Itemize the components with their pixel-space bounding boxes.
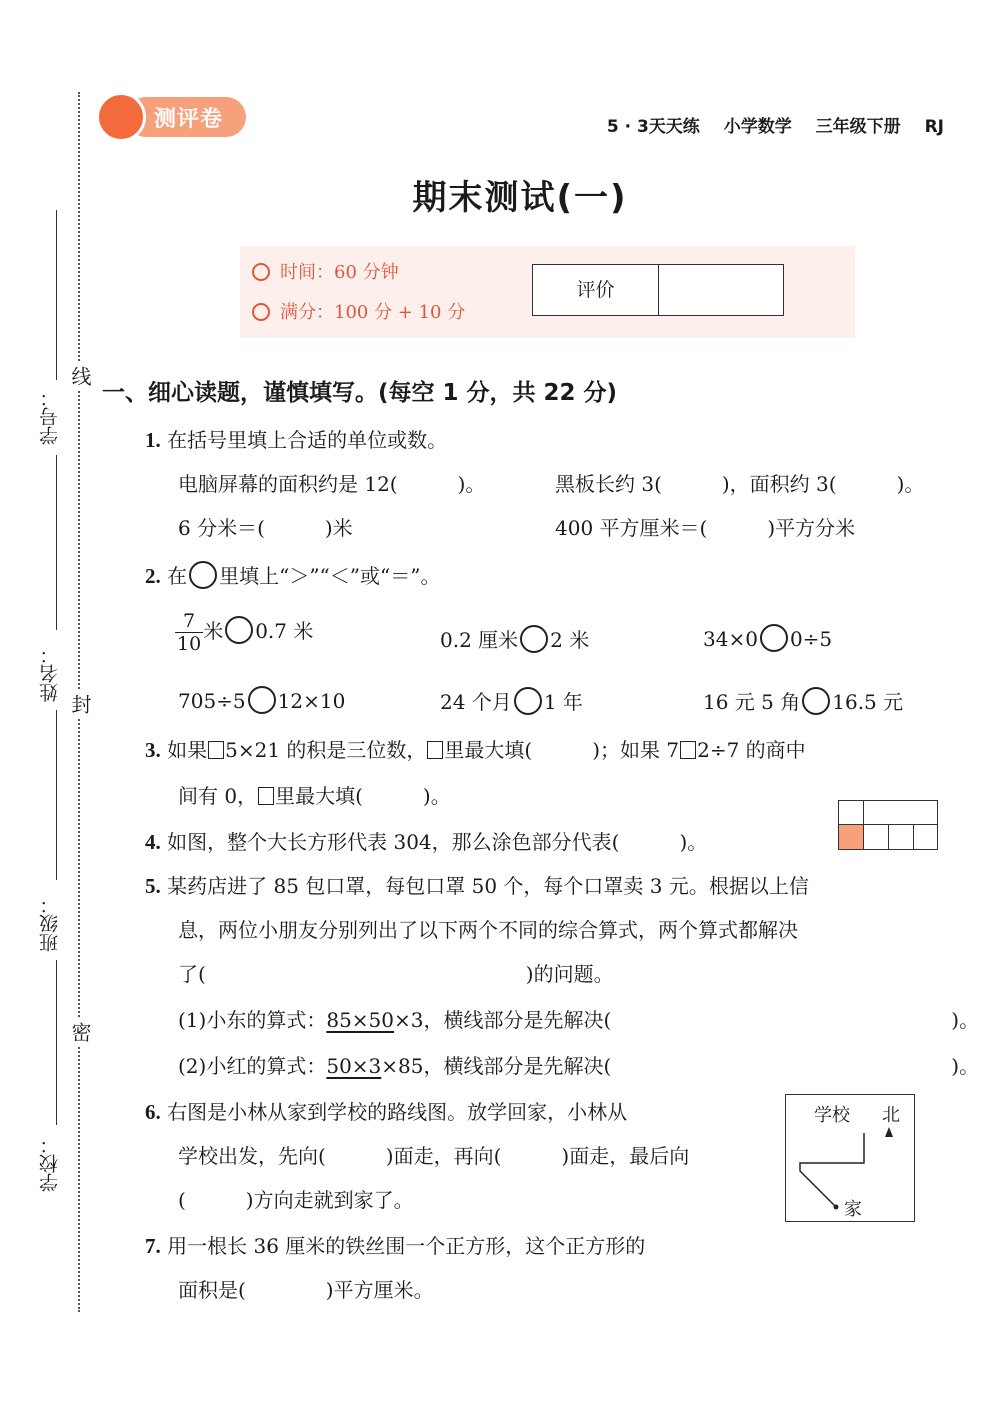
- q2-c3-left: 34×0: [703, 627, 758, 651]
- mascot-icon: [96, 92, 146, 142]
- q5-s1-b[interactable]: ×3，横线部分是先解决( )。: [394, 1008, 980, 1032]
- q3-l2-a: 间有 0，: [178, 784, 258, 808]
- shaded-cell: [839, 825, 864, 849]
- clock-icon: [252, 263, 270, 281]
- q1-item-d[interactable]: 400 平方厘米＝( )平方分米: [555, 516, 856, 540]
- q7-number: 7.: [145, 1234, 161, 1258]
- q3-l1-a: 如果: [167, 738, 208, 762]
- blank-square-icon: [427, 741, 443, 759]
- q2-c2-left: 0.2 厘米: [440, 628, 519, 652]
- q2-c5-right: 1 年: [543, 690, 583, 714]
- q2-compare-4: [178, 686, 345, 714]
- q3-l2-b[interactable]: 里最大填( )。: [275, 784, 451, 808]
- check-icon: [252, 303, 270, 321]
- q5-sub-1: [178, 1004, 979, 1033]
- map-school-label: 学校: [814, 1105, 850, 1126]
- fraction: [175, 610, 203, 655]
- question-6: [145, 1096, 627, 1125]
- time-text: 时间：60 分钟: [280, 262, 399, 283]
- section-1-heading: 一、细心读题，谨慎填写。(每空 1 分，共 22 分): [102, 380, 618, 406]
- q2-c3-right: 0÷5: [789, 627, 833, 651]
- name-label: 姓名：: [39, 645, 61, 702]
- grid-cell: [839, 801, 864, 825]
- question-1: [145, 424, 447, 453]
- answer-circle[interactable]: [760, 624, 788, 652]
- q3-l1-c[interactable]: 里最大填( )；如果 7: [444, 738, 680, 762]
- series-grade: 三年级下册: [815, 117, 901, 137]
- class-label: 班级：: [39, 895, 61, 952]
- q2-c2-right: 2 米: [550, 628, 590, 652]
- rectangle-diagram: [838, 800, 938, 850]
- answer-circle[interactable]: [802, 687, 830, 715]
- student-id-label: 学号：: [39, 388, 61, 445]
- q3-line-2: [178, 780, 451, 809]
- q5-line-2: 息，两位小朋友分别列出了以下两个不同的综合算式，两个算式都解决: [178, 918, 798, 942]
- map-home-label: 家: [844, 1199, 862, 1220]
- grid-cell: [914, 825, 937, 849]
- binding-char-xian: 线: [66, 362, 95, 390]
- q6-line-1: 右图是小林从家到学校的路线图。放学回家，小林从: [167, 1100, 628, 1124]
- q2-c1-right: 0.7 米: [255, 619, 314, 643]
- grid-cell: [864, 825, 889, 849]
- q5-s2-b[interactable]: ×85，横线部分是先解决( )。: [381, 1054, 980, 1078]
- assessment-badge: [96, 92, 248, 142]
- q5-s2-underlined: 50×3: [326, 1054, 382, 1078]
- q5-line-1: 某药店进了 85 包口罩，每包口罩 50 个，每个口罩卖 3 元。根据以上信: [167, 874, 809, 898]
- route-map: [785, 1094, 915, 1222]
- question-7: [145, 1230, 645, 1259]
- answer-circle[interactable]: [248, 686, 276, 714]
- q1-item-b[interactable]: 黑板长约 3( )，面积约 3( )。: [555, 472, 925, 496]
- grid-cell: [889, 825, 914, 849]
- question-2: [145, 560, 440, 589]
- score-info: [252, 298, 465, 324]
- q2-text-b: 里填上“＞”“＜”或“＝”。: [219, 564, 441, 588]
- q5-s1-a: (1)小东的算式：: [178, 1008, 327, 1032]
- q2-c6-right: 16.5 元: [832, 690, 904, 714]
- evaluation-field[interactable]: [660, 265, 781, 315]
- fraction-numerator: 7: [175, 610, 203, 633]
- q2-compare-2: [440, 624, 589, 653]
- q6-line-2[interactable]: 学校出发，先向( )面走，再向( )面走，最后向: [178, 1144, 690, 1168]
- series-edition: RJ: [924, 117, 944, 137]
- school-label: 学校：: [39, 1135, 61, 1192]
- q3-l1-b: 5×21 的积是三位数，: [225, 738, 427, 762]
- student-id-line[interactable]: [56, 210, 57, 380]
- badge-label: 测评卷: [154, 107, 224, 132]
- q3-number: 3.: [145, 738, 161, 762]
- q2-compare-5: [440, 686, 583, 715]
- binding-char-mi: 密: [66, 1018, 95, 1046]
- q5-number: 5.: [145, 874, 161, 898]
- binding-char-feng: 封: [66, 690, 95, 718]
- q2-text-a: 在: [167, 564, 188, 588]
- answer-circle[interactable]: [520, 625, 548, 653]
- answer-circle[interactable]: [225, 616, 253, 644]
- q4-number: 4.: [145, 830, 161, 854]
- question-5: [145, 870, 809, 899]
- q2-compare-3: [703, 624, 832, 652]
- answer-circle[interactable]: [514, 687, 542, 715]
- page-title: 期末测试(一): [412, 178, 628, 218]
- q1-item-c[interactable]: 6 分米＝( )米: [178, 516, 353, 540]
- q5-sub-2: [178, 1050, 979, 1079]
- blank-square-icon: [680, 741, 696, 759]
- fraction-denominator: 10: [177, 633, 202, 655]
- q2-c5-left: 24 个月: [440, 690, 512, 714]
- q2-compare-6: [703, 686, 903, 715]
- q3-l1-d: 2÷7 的商中: [697, 738, 806, 762]
- score-text: 满分：100 分 + 10 分: [280, 302, 466, 323]
- map-north-label: 北: [882, 1105, 900, 1126]
- q2-c6-left: 16 元 5 角: [703, 690, 801, 714]
- blank-square-icon: [258, 787, 274, 805]
- q2-compare-1: [175, 610, 313, 655]
- school-line[interactable]: [56, 960, 57, 1125]
- q2-number: 2.: [145, 564, 161, 588]
- name-line[interactable]: [56, 455, 57, 630]
- time-info: [252, 258, 399, 284]
- q4-text[interactable]: 如图，整个大长方形代表 304，那么涂色部分代表( )。: [167, 830, 708, 854]
- q1-text: 在括号里填上合适的单位或数。: [167, 428, 448, 452]
- q2-c1-left: 米: [203, 619, 224, 643]
- q5-s2-a: (2)小红的算式：: [178, 1054, 327, 1078]
- q6-number: 6.: [145, 1100, 161, 1124]
- q7-line-1: 用一根长 36 厘米的铁丝围一个正方形，这个正方形的: [167, 1234, 646, 1258]
- class-line[interactable]: [56, 710, 57, 880]
- q2-c4-left: 705÷5: [178, 689, 246, 713]
- q5-line-3[interactable]: 了( )的问题。: [178, 962, 614, 986]
- q5-s1-underlined: 85×50: [326, 1008, 394, 1032]
- series-subject: 小学数学: [723, 117, 792, 137]
- q6-line-3[interactable]: ( )方向走就到家了。: [178, 1188, 414, 1212]
- grid-cell: [864, 801, 937, 825]
- q1-item-a[interactable]: 电脑屏幕的面积约是 12( )。: [178, 472, 486, 496]
- question-3: [145, 734, 806, 763]
- evaluation-label: 评价: [533, 265, 659, 315]
- blank-square-icon: [208, 741, 224, 759]
- compare-circle-icon: [189, 561, 217, 589]
- series-brand: 5 · 3天天练: [606, 117, 700, 137]
- question-4: [145, 826, 707, 855]
- series-info: [589, 112, 944, 137]
- q2-c4-right: 12×10: [277, 689, 346, 713]
- q1-number: 1.: [145, 428, 161, 452]
- evaluation-box: [532, 264, 784, 316]
- q7-line-2[interactable]: 面积是( )平方厘米。: [178, 1278, 434, 1302]
